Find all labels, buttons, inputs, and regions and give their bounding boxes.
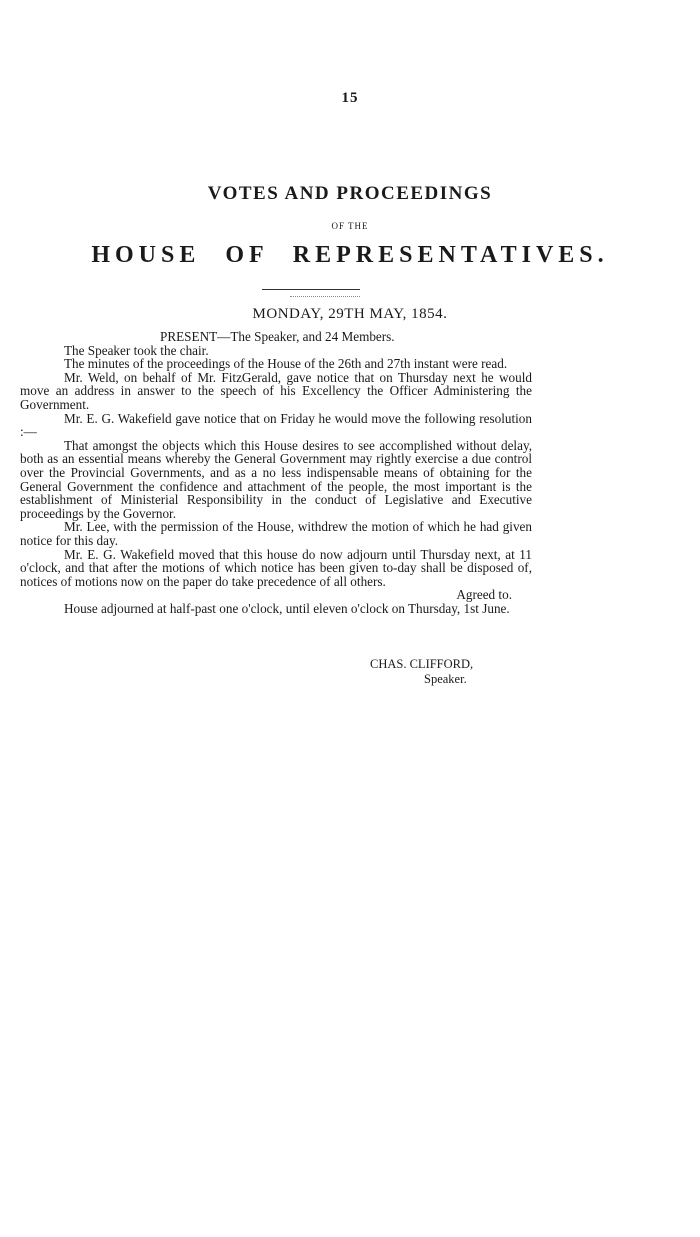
title-rule [262, 289, 360, 290]
paragraph: Mr. Weld, on behalf of Mr. FitzGerald, gave notice that on Thursday next he would move an address in answer to the speech of his Excellency the Officer Administering the Government. [20, 369, 532, 412]
resolution-text: That amongst the objects which this House desires to see accomplished without delay, both as an essential means whereby the General Government may rightly exercise a due control over the Provincial Governments, and as a no less indispensable means of obtaining for the General Government the confidence and attachment of the people, the most important is the establishment of Ministerial Responsibility in the conduct of Legislative and Executive proceedings by the Governor. [20, 437, 532, 521]
paragraph: Mr. E. G. Wakefield moved that this house do now adjourn until Thursday next, at 11 o'clock, and that after the motions of which notice has been given to-day shall be disposed of, notices of motions now on the paper do take precedence of all others. [20, 546, 532, 589]
title-connector: OF THE [331, 221, 369, 231]
house-title: HOUSE OF REPRESENTATIVES. [91, 242, 609, 268]
title-rule-dotted [290, 296, 360, 297]
paragraph: Mr. Lee, with the permission of the House, withdrew the motion of which he had given notice for this day. [20, 519, 532, 548]
session-date: MONDAY, 29TH MAY, 1854. [252, 306, 448, 322]
proceedings-body [20, 330, 532, 615]
adjournment-paragraph: House adjourned at half-past one o'clock, until eleven o'clock on Thursday, 1st June. [64, 600, 510, 616]
paragraph: Mr. E. G. Wakefield gave notice that on Friday he would move the following resolution :— [20, 410, 532, 440]
paragraph: The Speaker took the chair. [64, 342, 209, 358]
speaker-name: CHAS. CLIFFORD, [370, 657, 474, 671]
page-number: 15 [341, 90, 359, 106]
paragraph: The minutes of the proceedings of the House of the 26th and 27th instant were read. [64, 356, 508, 372]
document-title: VOTES AND PROCEEDINGS [207, 183, 493, 204]
speaker-title: Speaker. [424, 672, 467, 686]
agreed-note: Agreed to. [456, 587, 512, 603]
signature-block [370, 657, 510, 687]
members-present: PRESENT—The Speaker, and 24 Members. [160, 329, 395, 344]
